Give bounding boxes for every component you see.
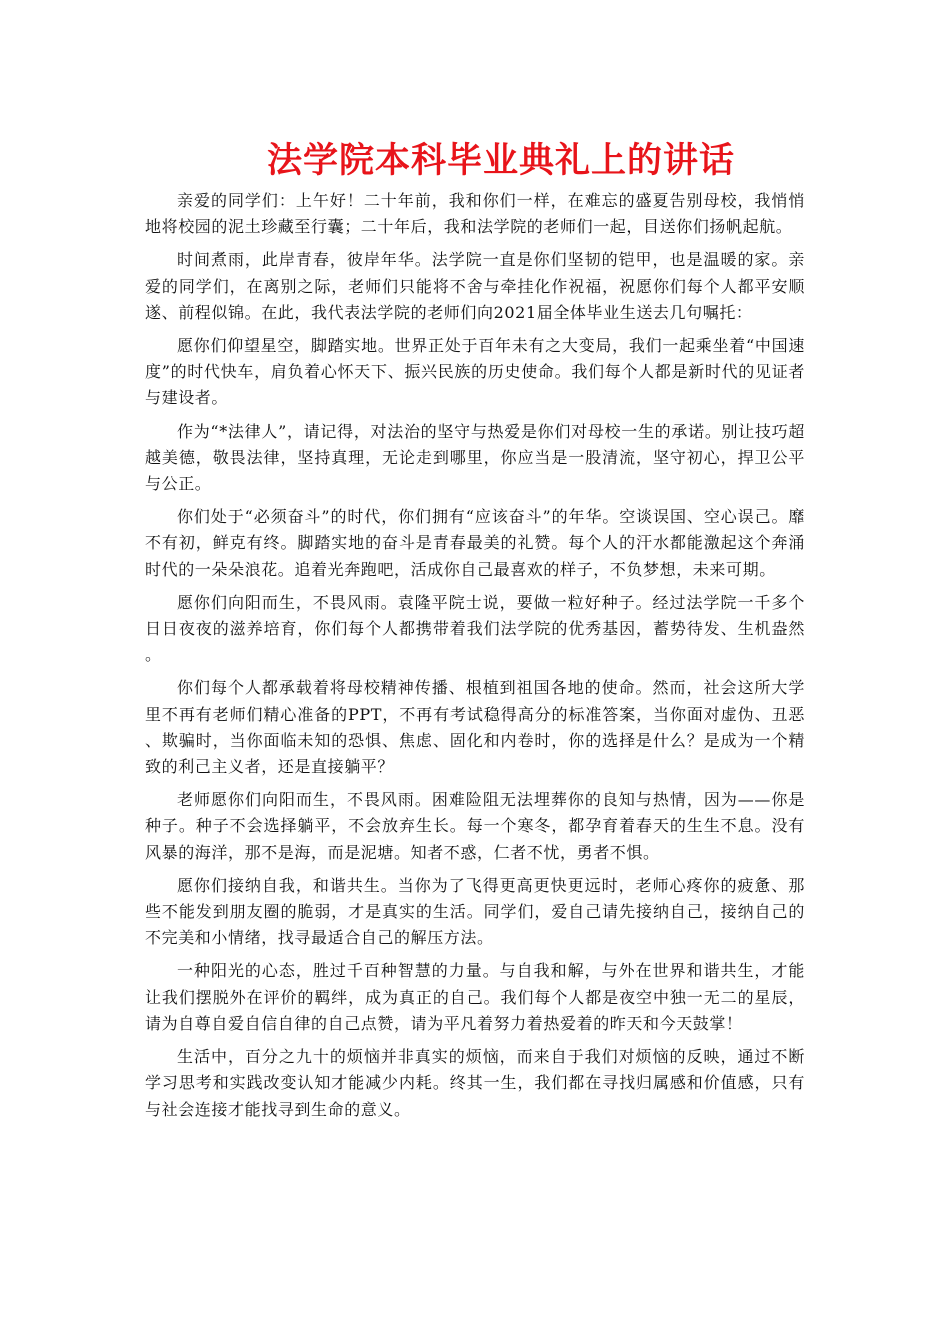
paragraph: 作为“*法律人”，请记得，对法治的坚守与热爱是你们对母校一生的承诺。别让技巧超越美德，敬畏法律，坚持真理，无论走到哪里，你应当是一股清流，坚守初心，捍卫公平与公正。 [145,421,805,494]
paragraph: 生活中，百分之九十的烦恼并非真实的烦恼，而来自于我们对烦恼的反映，通过不断学习思考和实践改变认知才能减少内耗。终其一生，我们都在寻找归属感和价值感，只有与社会连接才能找寻到生命的意义。 [145,1047,805,1119]
paragraph: 愿你们仰望星空，脚踏实地。世界正处于百年未有之大变局，我们一起乘坐着“中国速度”的时代快车，肩负着心怀天下、振兴民族的历史使命。我们每个人都是新时代的见证者与建设者。 [145,336,805,408]
paragraph: 愿你们接纳自我，和谐共生。当你为了飞得更高更快更远时，老师心疼你的疲惫、那些不能发到朋友圈的脆弱，才是真实的生活。同学们，爱自己请先接纳自己，接纳自己的不完美和小情绪，找寻最适合自己的解压方法。 [145,875,805,948]
paragraph: 亲爱的同学们：上午好！二十年前，我和你们一样，在难忘的盛夏告别母校，我悄悄地将校园的泥土珍藏至行囊；二十年后，我和法学院的老师们一起，目送你们扬帆起航。 [145,191,805,237]
paragraph: 你们每个人都承载着将母校精神传播、根植到祖国各地的使命。然而，社会这所大学里不再有老师们精心准备的PPT，不再有考试稳得高分的标准答案，当你面对虚伪、丑恶、欺骗时，当你面临未知的恐惧、焦虑、固化和内卷时，你的选择是什么？是成为一个精致的利己主义者，还是直接躺平？ [145,678,805,777]
paragraph: 你们处于“必须奋斗”的时代，你们拥有“应该奋斗”的年华。空谈误国、空心误己。靡不有初，鲜克有终。脚踏实地的奋斗是青春最美的礼赞。每个人的汗水都能激起这个奔涌时代的一朵朵浪花。追着光奔跑吧，活成你自己最喜欢的样子，不负梦想，未来可期。 [145,507,805,579]
paragraph: 时间煮雨，此岸青春，彼岸年华。法学院一直是你们坚韧的铠甲，也是温暖的家。亲爱的同学们，在离别之际，老师们只能将不舍与牵挂化作祝福，祝愿你们每个人都平安顺遂、前程似锦。在此，我代表法学院的老师们向2021届全体毕业生送去几句嘱托： [145,250,805,322]
document-body [145,188,805,1130]
paragraph: 愿你们向阳而生，不畏风雨。袁隆平院士说，要做一粒好种子。经过法学院一千多个日日夜夜的滋养培育，你们每个人都携带着我们法学院的优秀基因，蓄势待发、生机盎然。 [145,592,805,665]
paragraph: 老师愿你们向阳而生，不畏风雨。困难险阻无法埋葬你的良知与热情，因为——你是种子。种子不会选择躺平，不会放弃生长。每一个寒冬，都孕育着春天的生生不息。没有风暴的海洋，那不是海，而是泥塘。知者不惑，仁者不忧，勇者不惧。 [145,790,805,862]
document-title: 法学院本科毕业典礼上的讲话 [266,140,735,181]
paragraph: 一种阳光的心态，胜过千百种智慧的力量。与自我和解，与外在世界和谐共生，才能让我们摆脱外在评价的羁绊，成为真正的自己。我们每个人都是夜空中独一无二的星辰，请为自尊自爱自信自律的自己点赞，请为平凡着努力着热爱着的昨天和今天鼓掌！ [145,961,805,1033]
